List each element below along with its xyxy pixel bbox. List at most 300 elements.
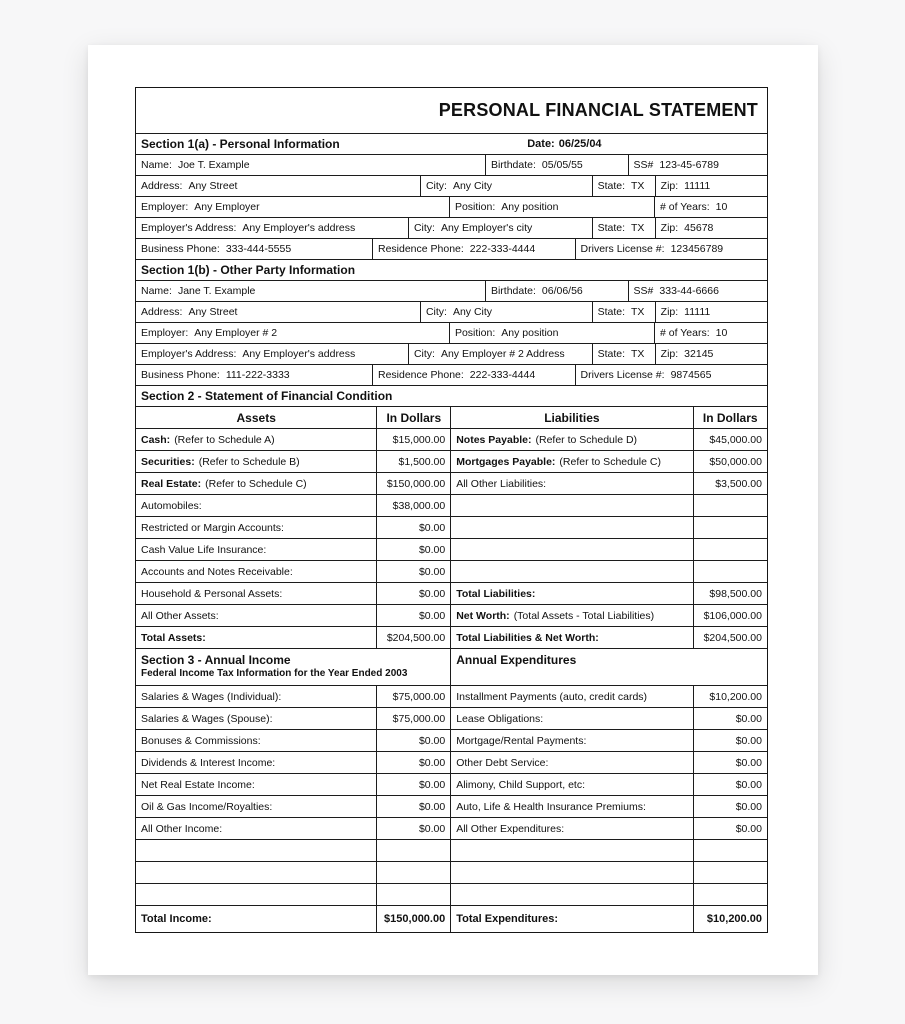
birthdate-label: Birthdate: [490, 285, 536, 297]
s1a-employer-address-row [136, 217, 767, 238]
asset-amount-cell [376, 686, 450, 707]
asset-amount: $0.00 [418, 565, 446, 578]
section1b-header-row [136, 259, 767, 280]
employer_address-label: Employer's Address: [141, 222, 237, 234]
liability-amount-cell [693, 473, 767, 494]
asset-label-cell [136, 627, 376, 648]
table-row [136, 729, 767, 751]
s1b-drivers-license-field [575, 365, 767, 385]
asset-amount: $75,000.00 [392, 690, 446, 703]
table-row [136, 604, 767, 626]
table-row [136, 839, 767, 861]
business_phone-value: 333-444-5555 [225, 243, 292, 255]
asset-label-cell [136, 708, 376, 729]
s1b-ssn-field [628, 281, 767, 301]
liability-amount: $98,500.00 [709, 587, 762, 600]
liability-label-cell [450, 605, 692, 626]
table-row [136, 817, 767, 839]
s1a-employer-address-field [136, 218, 408, 238]
table-row [136, 795, 767, 817]
statement-date [527, 134, 601, 154]
asset-amount-cell [376, 429, 450, 450]
city-label: City: [425, 306, 447, 318]
asset-label-cell [136, 752, 376, 773]
liability-label-cell [450, 774, 692, 795]
s1b-state-field [592, 302, 655, 322]
table-row [136, 450, 767, 472]
name-label: Name: [141, 285, 172, 297]
s1a-residence-phone-field [372, 239, 575, 259]
s1b-employer-zip-field [655, 344, 767, 364]
liability-amount-cell [693, 752, 767, 773]
asset-amount-cell [376, 752, 450, 773]
position-value: Any position [501, 327, 559, 339]
asset-label-cell [136, 451, 376, 472]
s1a-business-phone-field [136, 239, 372, 259]
s1b-phones-row [136, 364, 767, 385]
asset-label-cell [136, 605, 376, 626]
section1b-heading: Section 1(b) - Other Party Information [141, 263, 356, 277]
liability-amount-cell [693, 605, 767, 626]
drivers_license-value: 9874565 [670, 369, 712, 381]
liability-label: Notes Payable: [456, 433, 532, 446]
liability-amount-cell [693, 517, 767, 538]
state-label: State: [597, 306, 625, 318]
section1a-heading: Section 1(a) - Personal Information [141, 137, 340, 151]
s1a-years-field [654, 197, 767, 217]
table-row [136, 773, 767, 795]
asset-label-cell [136, 495, 376, 516]
section2-heading: Section 2 - Statement of Financial Condition [141, 389, 393, 403]
s1a-employer-state-field [592, 218, 655, 238]
years-value: 10 [715, 201, 728, 213]
asset-amount-cell [376, 517, 450, 538]
section3-income-heading-cell [136, 649, 450, 685]
liability-label: Mortgage/Rental Payments: [456, 734, 587, 747]
liability-amount: $50,000.00 [709, 455, 762, 468]
total-income-label-cell: Total Income: [141, 913, 212, 925]
s1b-birthdate-field [485, 281, 628, 301]
table-row [136, 751, 767, 773]
asset-label: All Other Income: [141, 822, 223, 835]
asset-amount: $0.00 [418, 778, 446, 791]
liability-amount-cell [693, 730, 767, 751]
asset-label-cell [136, 818, 376, 839]
employer_address-value: Any Employer's address [242, 222, 356, 234]
asset-amount-cell [376, 451, 450, 472]
asset-label-cell [136, 539, 376, 560]
asset-amount: $0.00 [418, 609, 446, 622]
asset-amount-cell [376, 627, 450, 648]
liability-note: (Refer to Schedule D) [535, 433, 638, 446]
liability-amount-cell [693, 884, 767, 905]
liability-label: Lease Obligations: [456, 712, 544, 725]
address-label: Address: [141, 180, 183, 192]
asset-label: Cash: [141, 433, 171, 446]
liability-label-cell [450, 539, 692, 560]
asset-label-cell [136, 561, 376, 582]
s1a-phones-row [136, 238, 767, 259]
liability-amount: $106,000.00 [703, 609, 762, 622]
asset-label-cell [136, 840, 376, 861]
asset-amount: $0.00 [418, 756, 446, 769]
asset-amount-cell [376, 583, 450, 604]
asset-label-cell [136, 730, 376, 751]
annual-expenditures-heading: Annual Expenditures [456, 653, 577, 667]
table-row [136, 472, 767, 494]
document-page [88, 45, 818, 975]
liability-amount: $0.00 [735, 800, 762, 813]
employer_city-value: Any Employer # 2 Address [440, 348, 565, 360]
liability-label-cell [450, 517, 692, 538]
liability-amount-cell [693, 840, 767, 861]
drivers_license-label: Drivers License #: [580, 243, 665, 255]
ssn-label: SS# [633, 285, 654, 297]
asset-amount: $0.00 [418, 543, 446, 556]
liability-amount-cell [693, 429, 767, 450]
asset-amount: $38,000.00 [392, 499, 446, 512]
s1b-city-field [420, 302, 592, 322]
asset-amount-cell [376, 730, 450, 751]
asset-amount: $204,500.00 [386, 631, 446, 644]
liability-amount: $0.00 [735, 734, 762, 747]
liability-amount-cell [693, 862, 767, 883]
liability-label-cell [450, 708, 692, 729]
table-row [136, 883, 767, 905]
table-row [136, 560, 767, 582]
asset-label-cell [136, 686, 376, 707]
s1b-name-row [136, 280, 767, 301]
asset-amount-cell [376, 708, 450, 729]
asset-label: Accounts and Notes Receivable: [141, 565, 293, 578]
drivers_license-value: 123456789 [670, 243, 724, 255]
employer_state-label: State: [597, 222, 625, 234]
years-label: # of Years: [660, 201, 710, 213]
liability-label: Auto, Life & Health Insurance Premiums: [456, 800, 646, 813]
zip-label: Zip: [660, 180, 679, 192]
asset-label-cell [136, 583, 376, 604]
date-label: Date: [527, 138, 555, 150]
asset-label: Salaries & Wages (Individual): [141, 690, 282, 703]
asset-label: Dividends & Interest Income: [141, 756, 276, 769]
form-title-row [136, 88, 767, 133]
birthdate-value: 06/06/56 [541, 285, 583, 297]
s1b-residence-phone-field [372, 365, 575, 385]
asset-amount-cell [376, 774, 450, 795]
asset-label-cell [136, 774, 376, 795]
employer-value: Any Employer [194, 201, 260, 213]
total-expenditures-label-cell: Total Expenditures: [450, 906, 692, 932]
asset-amount-cell [376, 473, 450, 494]
s1a-ssn-field [628, 155, 767, 175]
s1b-employer-address-row [136, 343, 767, 364]
liability-amount-cell [693, 818, 767, 839]
business_phone-value: 111-222-3333 [225, 369, 290, 381]
asset-amount: $0.00 [418, 822, 446, 835]
name-value: Joe T. Example [177, 159, 250, 171]
liability-amount: $0.00 [735, 712, 762, 725]
liability-amount-cell [693, 561, 767, 582]
total-expenditures-amount-cell: $10,200.00 [693, 906, 767, 932]
s1a-address-field [136, 176, 420, 196]
table-row [136, 428, 767, 450]
liability-label-cell [450, 884, 692, 905]
section2-header-row [136, 385, 767, 406]
asset-amount-cell [376, 605, 450, 626]
drivers_license-label: Drivers License #: [580, 369, 665, 381]
liability-amount-cell [693, 686, 767, 707]
liability-label: All Other Liabilities: [456, 477, 547, 490]
birthdate-value: 05/05/55 [541, 159, 583, 171]
liabilities-dollars-column-header: In Dollars [693, 407, 767, 428]
s1b-address-field [136, 302, 420, 322]
s1a-employer-city-field [408, 218, 592, 238]
asset-amount: $0.00 [418, 521, 446, 534]
s1a-name-field [136, 155, 485, 175]
table-row [136, 685, 767, 707]
birthdate-label: Birthdate: [490, 159, 536, 171]
s1a-state-field [592, 176, 655, 196]
asset-label-cell [136, 429, 376, 450]
liability-amount: $45,000.00 [709, 433, 762, 446]
residence_phone-value: 222-333-4444 [469, 369, 536, 381]
zip-label: Zip: [660, 306, 679, 318]
asset-amount-cell [376, 818, 450, 839]
asset-label: Salaries & Wages (Spouse): [141, 712, 273, 725]
asset-label: Real Estate: [141, 477, 202, 490]
table-row [136, 494, 767, 516]
employer_state-label: State: [597, 348, 625, 360]
s1a-employer-row [136, 196, 767, 217]
liability-label-cell [450, 818, 692, 839]
liability-amount-cell [693, 451, 767, 472]
total-income-amount-cell: $150,000.00 [376, 906, 450, 932]
section2-column-header-row [136, 406, 767, 428]
liability-label: Alimony, Child Support, etc: [456, 778, 585, 791]
s1a-position-field [449, 197, 654, 217]
asset-label: Oil & Gas Income/Royalties: [141, 800, 273, 813]
s1a-drivers-license-field [575, 239, 767, 259]
asset-label-cell [136, 796, 376, 817]
section1a-header-row [136, 133, 767, 154]
s1a-city-field [420, 176, 592, 196]
liability-label-cell [450, 686, 692, 707]
liability-label: Net Worth: [456, 609, 510, 622]
liability-label: All Other Expenditures: [456, 822, 565, 835]
employer_zip-value: 32145 [684, 348, 714, 360]
employer-label: Employer: [141, 201, 189, 213]
employer_state-value: TX [631, 348, 645, 360]
business_phone-label: Business Phone: [141, 243, 220, 255]
residence_phone-label: Residence Phone: [377, 243, 464, 255]
section2-rows [136, 428, 767, 648]
liability-note: (Total Assets - Total Liabilities) [513, 609, 655, 622]
address-value: Any Street [188, 306, 238, 318]
liability-note: (Refer to Schedule C) [559, 455, 661, 468]
employer_address-label: Employer's Address: [141, 348, 237, 360]
state-label: State: [597, 180, 625, 192]
liability-label-cell [450, 451, 692, 472]
employer-label: Employer: [141, 327, 189, 339]
liability-amount-cell [693, 708, 767, 729]
asset-note: (Refer to Schedule B) [198, 455, 300, 468]
section3-heading: Section 3 - Annual Income [141, 653, 291, 667]
asset-amount-cell [376, 884, 450, 905]
employer_city-value: Any Employer's city [440, 222, 533, 234]
ssn-value: 123-45-6789 [659, 159, 719, 171]
liability-amount: $0.00 [735, 822, 762, 835]
name-label: Name: [141, 159, 172, 171]
asset-amount-cell [376, 862, 450, 883]
asset-label-cell [136, 473, 376, 494]
section3-expenditures-heading-cell [450, 649, 767, 685]
s1a-address-row [136, 175, 767, 196]
years-value: 10 [715, 327, 728, 339]
s1b-employer-state-field [592, 344, 655, 364]
business_phone-label: Business Phone: [141, 369, 220, 381]
ssn-value: 333-44-6666 [659, 285, 719, 297]
totals-row [136, 905, 767, 932]
s1b-address-row [136, 301, 767, 322]
liability-label-cell [450, 840, 692, 861]
state-value: TX [631, 306, 645, 318]
ssn-label: SS# [633, 159, 654, 171]
liability-label-cell [450, 473, 692, 494]
asset-amount-cell [376, 539, 450, 560]
asset-amount-cell [376, 840, 450, 861]
asset-label-cell [136, 884, 376, 905]
form-title: PERSONAL FINANCIAL STATEMENT [438, 100, 758, 120]
section3-subheading: Federal Income Tax Information for the Year Ended 2003 [141, 668, 408, 679]
s1a-zip-field [655, 176, 767, 196]
asset-amount: $0.00 [418, 734, 446, 747]
s1b-employer-address-field [136, 344, 408, 364]
liability-amount-cell [693, 495, 767, 516]
liabilities-column-header: Liabilities [450, 407, 692, 428]
personal-financial-statement-form [135, 87, 768, 933]
asset-label: Automobiles: [141, 499, 202, 512]
address-value: Any Street [188, 180, 238, 192]
liability-label: Mortgages Payable: [456, 455, 556, 468]
s1b-employer-row [136, 322, 767, 343]
s1b-position-field [449, 323, 654, 343]
position-value: Any position [501, 201, 559, 213]
liability-amount-cell [693, 627, 767, 648]
s1b-name-field [136, 281, 485, 301]
position-label: Position: [454, 327, 496, 339]
liability-label-cell [450, 862, 692, 883]
liability-label: Total Liabilities & Net Worth: [456, 631, 599, 644]
asset-amount: $15,000.00 [392, 433, 446, 446]
employer_address-value: Any Employer's address [242, 348, 356, 360]
liability-amount: $0.00 [735, 778, 762, 791]
liability-label: Other Debt Service: [456, 756, 549, 769]
s1a-employer-field [136, 197, 449, 217]
liability-amount-cell [693, 583, 767, 604]
asset-note: (Refer to Schedule C) [205, 477, 307, 490]
liability-label-cell [450, 730, 692, 751]
address-label: Address: [141, 306, 183, 318]
asset-amount: $0.00 [418, 800, 446, 813]
liability-label-cell [450, 796, 692, 817]
employer_state-value: TX [631, 222, 645, 234]
section3-rows [136, 685, 767, 905]
liability-amount: $204,500.00 [703, 631, 762, 644]
asset-amount-cell [376, 495, 450, 516]
asset-amount-cell [376, 561, 450, 582]
s1b-employer-city-field [408, 344, 592, 364]
asset-amount: $1,500.00 [398, 455, 446, 468]
asset-label: Household & Personal Assets: [141, 587, 283, 600]
asset-amount-cell [376, 796, 450, 817]
zip-value: 11111 [684, 306, 711, 318]
asset-label: Securities: [141, 455, 195, 468]
employer_zip-value: 45678 [684, 222, 714, 234]
city-value: Any City [452, 180, 493, 192]
years-label: # of Years: [660, 327, 710, 339]
asset-note: (Refer to Schedule A) [174, 433, 275, 446]
asset-amount: $75,000.00 [392, 712, 446, 725]
s1a-employer-zip-field [655, 218, 767, 238]
table-row [136, 707, 767, 729]
asset-label: Bonuses & Commissions: [141, 734, 261, 747]
liability-label-cell [450, 429, 692, 450]
employer-value: Any Employer # 2 [194, 327, 278, 339]
liability-label-cell [450, 561, 692, 582]
liability-label-cell [450, 583, 692, 604]
date-value: 06/25/04 [558, 138, 602, 150]
asset-label: Total Assets: [141, 631, 206, 644]
residence_phone-label: Residence Phone: [377, 369, 464, 381]
table-row [136, 582, 767, 604]
employer_city-label: City: [413, 348, 435, 360]
table-row [136, 516, 767, 538]
liability-amount: $0.00 [735, 756, 762, 769]
asset-label: Cash Value Life Insurance: [141, 543, 267, 556]
section3-header-row [136, 648, 767, 685]
asset-label-cell [136, 517, 376, 538]
s1a-birthdate-field [485, 155, 628, 175]
s1b-employer-field [136, 323, 449, 343]
residence_phone-value: 222-333-4444 [469, 243, 536, 255]
asset-label: Net Real Estate Income: [141, 778, 255, 791]
liability-amount-cell [693, 539, 767, 560]
asset-amount: $0.00 [418, 587, 446, 600]
liability-amount-cell [693, 774, 767, 795]
liability-label: Installment Payments (auto, credit cards) [456, 690, 648, 703]
table-row [136, 861, 767, 883]
zip-value: 11111 [684, 180, 711, 192]
city-label: City: [425, 180, 447, 192]
s1a-name-row [136, 154, 767, 175]
s1b-business-phone-field [136, 365, 372, 385]
employer_city-label: City: [413, 222, 435, 234]
liability-label-cell [450, 495, 692, 516]
asset-amount: $150,000.00 [386, 477, 446, 490]
table-row [136, 626, 767, 648]
liability-amount: $10,200.00 [709, 690, 762, 703]
liability-label-cell [450, 752, 692, 773]
asset-label: Restricted or Margin Accounts: [141, 521, 284, 534]
s1b-years-field [654, 323, 767, 343]
liability-amount-cell [693, 796, 767, 817]
liability-amount: $3,500.00 [715, 477, 762, 490]
assets-column-header: Assets [236, 410, 276, 425]
name-value: Jane T. Example [177, 285, 256, 297]
asset-label-cell [136, 862, 376, 883]
s1b-zip-field [655, 302, 767, 322]
liability-label-cell [450, 627, 692, 648]
